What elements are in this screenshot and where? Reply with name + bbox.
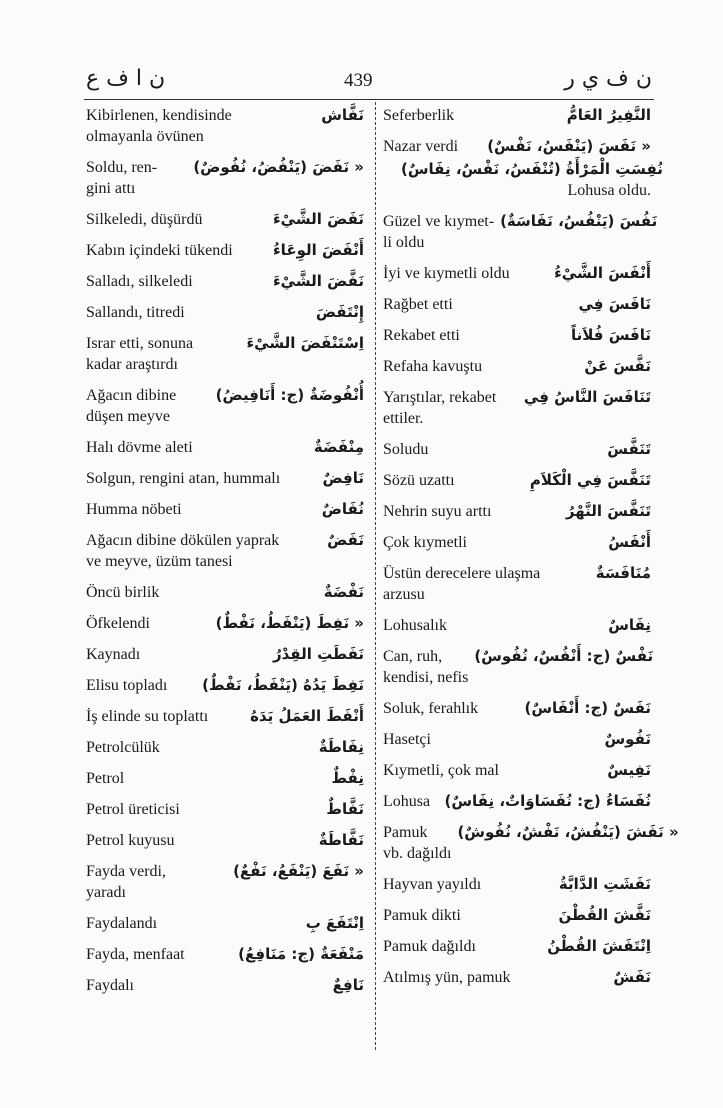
entry-arabic-headword (559, 874, 651, 895)
entry-arabic-headword (607, 439, 651, 460)
dictionary-entry (86, 302, 364, 323)
entry-arabic-headword (250, 706, 364, 727)
arabic-text: نِفَاسٌ (608, 616, 651, 634)
entry-turkish (383, 211, 494, 253)
entry-definition: Yarıştılar, rekabet (383, 389, 497, 406)
entry-definition: Kaynadı (86, 646, 141, 663)
entry-arabic-headword (333, 975, 364, 996)
arabic-text: نَفَسٌ (ج: أَنْفَاسٌ) (524, 699, 651, 717)
entry-turkish (86, 768, 326, 789)
dictionary-entry (383, 211, 658, 253)
entry-arabic-headword (324, 582, 364, 603)
entry-definition: Salladı, silkeledi (86, 273, 193, 290)
entry-definition: Solgun, rengini atan, hummalı (86, 470, 281, 487)
dictionary-entry (383, 936, 651, 957)
entry-turkish (383, 470, 524, 491)
entry-turkish (86, 437, 308, 458)
dictionary-entry (86, 468, 364, 489)
dictionary-entry (383, 967, 651, 988)
entry-definition-cont: kadar araştırdı (86, 356, 178, 373)
entry-definition: Soldu, ren- (86, 159, 158, 176)
arabic-text: اِسْتَنْفَضَ الشَّيْءَ (246, 334, 364, 352)
entry-arabic-headword (202, 675, 364, 696)
arabic-text: أَنْفَضَ الوِعَاءُ (273, 241, 364, 259)
entry-turkish (86, 385, 210, 427)
entry-turkish (86, 530, 321, 572)
entry-turkish (86, 913, 300, 934)
entry-turkish (383, 760, 601, 781)
arabic-text: نِفْطٌ (331, 769, 364, 787)
entry-turkish (86, 975, 327, 996)
entry-definition: Elisu topladı (86, 677, 168, 694)
entry-arabic-headword (554, 263, 651, 284)
dictionary-entry (383, 905, 651, 926)
entry-definition: İş elinde su toplattı (86, 708, 209, 725)
entry-definition: Soluk, ferahlık (383, 700, 479, 717)
entry-arabic-headword (246, 333, 364, 354)
entry-turkish (383, 532, 602, 553)
entry-arabic-headword (322, 499, 364, 520)
entry-turkish (383, 822, 451, 864)
dictionary-entry (383, 294, 651, 315)
arabic-text: مِنْفَضَةٌ (313, 438, 364, 456)
header-rule (84, 99, 654, 100)
entry-definition-cont: ve meyve, üzüm tanesi (86, 553, 233, 570)
entry-definition: Hayvan yayıldı (383, 876, 482, 893)
dictionary-entry (86, 582, 364, 603)
arabic-text: نَافِعٌ (332, 976, 364, 994)
entry-arabic-headword (500, 211, 657, 232)
arabic-text: « نَفَضَ (يَنْفُضُ، نُفُوضٌ) (193, 158, 364, 176)
entry-turkish (86, 240, 267, 261)
dictionary-entry (383, 729, 651, 750)
entry-arabic-headword (566, 501, 651, 522)
entry-definition: Petrolcülük (86, 739, 160, 756)
entry-definition: Ağacın dibine (86, 387, 177, 404)
entry-turkish (86, 799, 320, 820)
entry-turkish (383, 105, 561, 126)
entry-definition: Çok kıymetli (383, 534, 467, 551)
entry-definition: Sallandı, titredi (86, 304, 185, 321)
entry-arabic-headword (326, 799, 364, 820)
entry-definition: Petrol üreticisi (86, 801, 180, 818)
entry-definition: Pamuk dikti (383, 907, 461, 924)
entry-arabic-headword (608, 615, 651, 636)
entry-arabic-headword (273, 209, 364, 230)
dictionary-entry (86, 944, 364, 965)
entry-turkish (383, 325, 565, 346)
entry-definition: Silkeledi, düşürdü (86, 211, 203, 228)
entry-arabic-headword (233, 861, 364, 882)
arabic-text: نَفِيسٌ (607, 761, 651, 779)
dictionary-entry (86, 240, 364, 261)
entry-turkish (86, 644, 267, 665)
entry-turkish (86, 706, 244, 727)
entry-turkish (86, 861, 227, 903)
arabic-text: أَنْفَسُ (608, 533, 651, 551)
entry-definition: Kıymetli, çok mal (383, 762, 499, 779)
entry-arabic-headword (596, 563, 651, 584)
entry-arabic-headword (321, 105, 364, 126)
page-number: 439 (344, 70, 373, 91)
entry-definition: Üstün derecelere ulaşma (383, 565, 541, 582)
header-right-letters: ن ف ي ر (564, 66, 652, 91)
dictionary-entry (86, 385, 364, 427)
entry-definition: Öncü birlik (86, 584, 160, 601)
entry-arabic-headword (604, 729, 651, 750)
entry-arabic-headword (584, 356, 651, 377)
entry-turkish (86, 209, 267, 230)
dictionary-entry (86, 333, 364, 375)
entry-turkish (383, 439, 601, 460)
entry-arabic-headword (607, 760, 651, 781)
entry-definition: Ağacın dibine dökülen yaprak (86, 532, 280, 549)
entry-definition: Faydalı (86, 977, 134, 994)
entry-arabic-headword (322, 468, 364, 489)
arabic-text: أُنْفُوضَةٌ (ج: أَنَافِيضُ) (215, 386, 364, 404)
dictionary-entry (86, 613, 364, 634)
entry-arabic-headword (306, 913, 364, 934)
header-left-letters: ن ا ف ع (86, 66, 166, 91)
arabic-text: اِنْتَفَعَ بِ (305, 914, 364, 932)
entry-arabic-headword (316, 302, 364, 323)
arabic-text: نُفَسَاءُ (ج: نُفَسَاوَاتٌ، نِفَاسٌ) (444, 792, 651, 810)
dictionary-entry (383, 822, 679, 864)
entry-arabic-headword (216, 385, 364, 406)
dictionary-entry (86, 105, 364, 147)
entry-arabic-headword (216, 613, 364, 634)
entry-turkish (383, 646, 468, 688)
entry-turkish (383, 874, 553, 895)
arabic-text: نَفُوسٌ (604, 730, 651, 748)
arabic-text: نَفَضٌ (327, 531, 364, 549)
entry-definition: Petrol kuyusu (86, 832, 175, 849)
arabic-text: أَنْفَسَ الشَّيْءُ (554, 264, 651, 282)
entry-definition-cont: ettiler. (383, 410, 424, 427)
arabic-text: نُفَاضٌ (321, 500, 364, 518)
entry-arabic-headword (238, 944, 364, 965)
entry-definition: Halı dövme aleti (86, 439, 193, 456)
arabic-text: نَافَسَ فُلاَناً (571, 326, 651, 344)
arabic-text: نِفَاطَةٌ (318, 738, 364, 756)
arabic-text: أَنْفَطَ العَمَلُ يَدَهُ (250, 707, 364, 725)
arabic-text: نَفُسَ (يَنْفُسُ، نَفَاسَةٌ) (500, 212, 658, 230)
entry-turkish (383, 387, 518, 429)
entry-turkish (383, 936, 541, 957)
dictionary-entry (86, 530, 364, 572)
arabic-text: تَنَفَّسَ (607, 440, 651, 458)
entry-turkish (383, 729, 598, 750)
right-column (383, 105, 679, 998)
entry-turkish (383, 698, 519, 719)
dictionary-entry (86, 861, 364, 903)
entry-arabic-headword (571, 325, 651, 346)
entry-arabic-headword (193, 157, 364, 178)
entry-turkish (86, 333, 240, 375)
entry-turkish (383, 615, 602, 636)
dictionary-entry (383, 760, 651, 781)
arabic-text: نَفَّاطٌ (326, 800, 364, 818)
entry-definition: Pamuk dağıldı (383, 938, 476, 955)
entry-definition: Soludu (383, 441, 429, 458)
arabic-text: إِنْتَفَضَ (315, 303, 364, 321)
dictionary-entry (86, 437, 364, 458)
dictionary-entry (86, 799, 364, 820)
dictionary-entry (383, 791, 651, 812)
dictionary-entry (86, 644, 364, 665)
entry-definition-cont: vb. dağıldı (383, 845, 452, 862)
entry-arabic-headword (547, 936, 651, 957)
entry-arabic-headword (487, 136, 651, 157)
entry-arabic-headword (445, 791, 652, 812)
dictionary-entry (383, 439, 651, 460)
arabic-text: نَفَّشَ القُطْنَ (558, 906, 651, 924)
entry-definition-cont: li oldu (383, 234, 425, 251)
entry-arabic-headword (530, 470, 651, 491)
arabic-text: تَنَفَّسَ فِي الْكَلاَمِ (529, 471, 651, 489)
entry-arabic-headword (613, 967, 651, 988)
entry-definition: Atılmış yün, pamuk (383, 969, 511, 986)
entry-definition: Petrol (86, 770, 125, 787)
entry-definition: Hasetçi (383, 731, 431, 748)
dictionary-entry (383, 563, 651, 605)
arabic-text: نَفَّاش (321, 106, 364, 124)
dictionary-entry (86, 913, 364, 934)
entry-arabic-headword (314, 437, 364, 458)
entry-definition: Fayda, menfaat (86, 946, 185, 963)
dictionary-entry (383, 136, 651, 157)
entry-turkish (86, 737, 313, 758)
dictionary-entry (86, 157, 364, 199)
arabic-text: تَنَفَّسَ النَّهْرُ (565, 502, 651, 520)
entry-arabic-headword (319, 830, 364, 851)
arabic-text: « نَفِطَ (يَنْفَطُ، نَفْطٌ) (215, 614, 364, 632)
entry-definition: Rağbet etti (383, 296, 453, 313)
entry-definition: Israr etti, sonuna (86, 335, 194, 352)
arabic-text: « نَفَشَ (يَنْفُشُ، نَفْشٌ، نُفُوشٌ) (457, 823, 679, 841)
dictionary-entry (383, 325, 651, 346)
entry-definition: Öfkelendi (86, 615, 150, 632)
entry-definition: Rekabet etti (383, 327, 460, 344)
dictionary-entry (86, 675, 364, 696)
entry-definition: Can, ruh, (383, 648, 443, 665)
arabic-text: نَفَّاطَةٌ (318, 831, 364, 849)
entry-definition: Fayda verdi, (86, 863, 166, 880)
entry-definition-cont: olmayanla övünen (86, 128, 204, 145)
entry-arabic-headword (578, 294, 651, 315)
dictionary-entry (383, 615, 651, 636)
entry-arabic-headword (567, 105, 651, 126)
arabic-text: مَنْفَعَةٌ (ج: مَنَافِعُ) (238, 945, 364, 963)
dictionary-entry (383, 532, 651, 553)
dictionary-entry (383, 874, 651, 895)
entry-turkish (86, 582, 318, 603)
arabic-text: مُنَافَسَةٌ (595, 564, 651, 582)
entry-definition: Humma nöbeti (86, 501, 182, 518)
entry-turkish (86, 468, 316, 489)
dictionary-entry (86, 209, 364, 230)
entry-definition: İyi ve kıymetli oldu (383, 265, 510, 282)
dictionary-subentry (383, 159, 663, 201)
entry-turkish (383, 294, 572, 315)
left-column (86, 105, 364, 1006)
dictionary-entry (383, 387, 651, 429)
arabic-text: نَفْضَةٌ (323, 583, 364, 601)
dictionary-entry (383, 470, 651, 491)
column-divider (375, 102, 376, 1050)
entry-definition: Faydalandı (86, 915, 158, 932)
entry-turkish (383, 263, 548, 284)
page-header (86, 66, 652, 96)
entry-turkish (383, 791, 439, 812)
dictionary-entry (86, 499, 364, 520)
entry-arabic-headword (273, 644, 364, 665)
arabic-text: نَفَطَتِ القِدْرُ (272, 645, 364, 663)
entry-turkish (86, 830, 313, 851)
arabic-text: نَفَّضَ الشَّيْءَ (273, 272, 364, 290)
entry-turkish (86, 302, 310, 323)
dictionary-entry (383, 263, 651, 284)
arabic-text: نَافِضٌ (322, 469, 364, 487)
entry-turkish (383, 905, 552, 926)
entry-turkish (383, 136, 481, 157)
entry-definition: Seferberlik (383, 107, 455, 124)
dictionary-entry (383, 501, 651, 522)
entry-turkish (86, 499, 316, 520)
entry-arabic-headword (524, 387, 651, 408)
entry-arabic-headword (273, 240, 364, 261)
arabic-text: « نَفَسَ (يَنْفَسُ، نَفْسٌ) (487, 137, 651, 155)
arabic-text: اِنْتَفَشَ القُطْنُ (547, 937, 651, 955)
entry-arabic-headword (474, 646, 653, 667)
dictionary-entry (86, 706, 364, 727)
entry-arabic-headword (608, 532, 651, 553)
entry-arabic-headword (319, 737, 364, 758)
entry-definition-cont: kendisi, nefis (383, 669, 469, 686)
arabic-text: نَافَسَ فِي (578, 295, 651, 313)
dictionary-entry (383, 356, 651, 377)
dictionary-entry (86, 271, 364, 292)
arabic-text: نَفَضَ الشَّيْءَ (273, 210, 364, 228)
entry-definition: Sözü uzattı (383, 472, 455, 489)
entry-turkish (86, 271, 267, 292)
entry-arabic-headword (332, 768, 365, 789)
arabic-text: نَفْسٌ (ج: أَنْفُسٌ، نُفُوسٌ) (474, 647, 654, 665)
entry-turkish (383, 563, 590, 605)
entry-turkish (86, 944, 232, 965)
entry-definition-cont: gini attı (86, 180, 136, 197)
entry-arabic-headword (273, 271, 364, 292)
entry-arabic-headword (457, 822, 678, 843)
entry-definition-cont: düşen meyve (86, 408, 170, 425)
entry-turkish (86, 105, 315, 147)
entry-turkish (383, 356, 578, 377)
entry-definition: Nehrin suyu arttı (383, 503, 492, 520)
entry-definition: Pamuk (383, 824, 428, 841)
entry-definition: Kabın içindeki tükendi (86, 242, 233, 259)
entry-turkish (86, 675, 196, 696)
entry-arabic-headword (525, 698, 652, 719)
dictionary-entry (86, 975, 364, 996)
entry-definition-cont: yaradı (86, 884, 126, 901)
arabic-text: نَفِطَ يَدُهُ (يَنْفَطُ، نَفْطٌ) (202, 676, 364, 694)
arabic-text: « نَفَعَ (يَنْفَعُ، نَفْعٌ) (233, 862, 364, 880)
entry-turkish (86, 157, 187, 199)
entry-definition: Kibirlenen, kendisinde (86, 107, 232, 124)
arabic-text: نُفِسَتِ الْمَرْأَةُ (تُنْفَسُ، نَفْسٌ، نِفَاسٌ) (401, 160, 663, 178)
dictionary-entry (86, 737, 364, 758)
arabic-text: النَّفِيرُ العَامُّ (566, 106, 651, 124)
dictionary-entry (86, 830, 364, 851)
entry-definition: Lohusalık (383, 617, 447, 634)
entry-definition: Lohusa oldu. (567, 182, 651, 199)
entry-turkish (383, 501, 560, 522)
entry-definition: Nazar verdi (383, 138, 459, 155)
arabic-text: تَنَافَسَ النَّاسُ فِي (523, 388, 651, 406)
dictionary-entry (383, 105, 651, 126)
dictionary-entry (383, 698, 651, 719)
entry-definition: Lohusa (383, 793, 431, 810)
entry-turkish (86, 613, 210, 634)
arabic-text: نَفَّسَ عَنْ (584, 357, 651, 375)
dictionary-entry (383, 646, 654, 688)
entry-turkish (383, 967, 607, 988)
entry-definition-cont: arzusu (383, 586, 425, 603)
entry-arabic-headword (327, 530, 364, 551)
entry-definition: Refaha kavuştu (383, 358, 483, 375)
arabic-text: نَفَشَتِ الدَّابَّةُ (558, 875, 651, 893)
entry-definition: Güzel ve kıymet- (383, 213, 495, 230)
dictionary-entry (86, 768, 364, 789)
arabic-text: نَفَشٌ (613, 968, 651, 986)
entry-arabic-headword (558, 905, 651, 926)
